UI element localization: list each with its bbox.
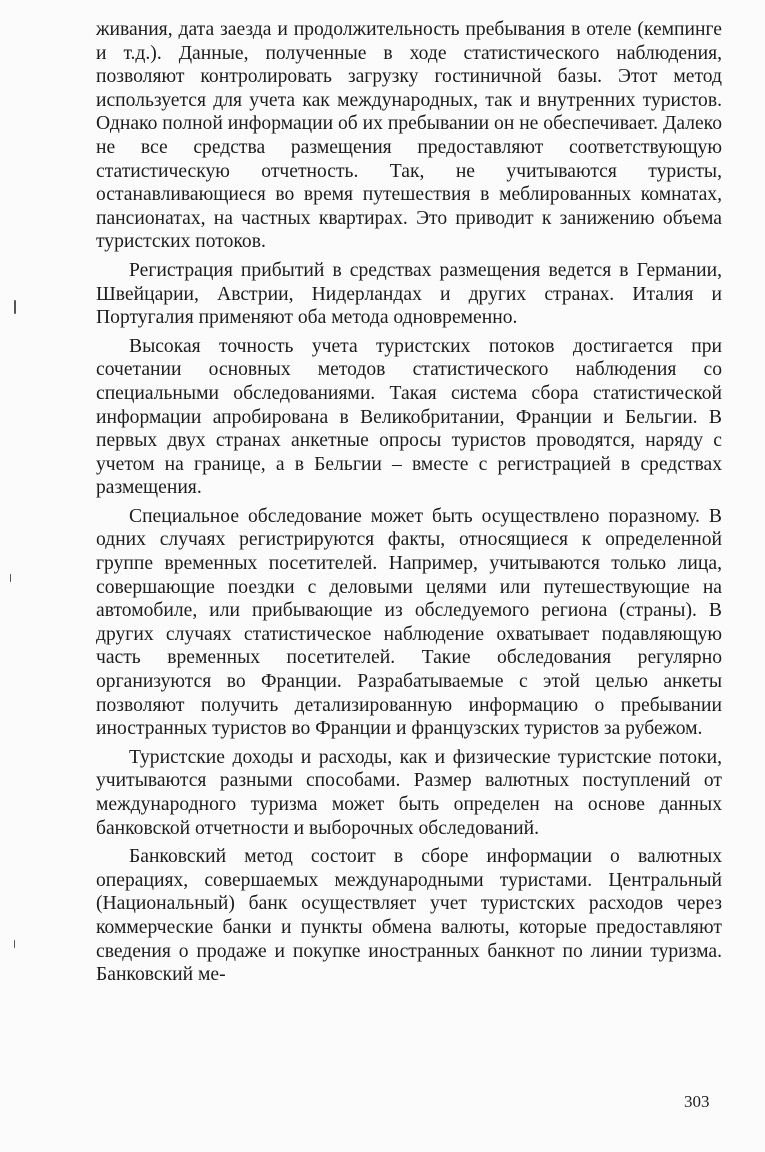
- paragraph-accuracy: Высокая точность учета туристских потоков достигается при сочетании основных методов статистического наблюдения со специальными обследованиями. Такая система сбора статистической информации апробирована в Великобритании, Франции и Бельгии. В первых двух странах анкетные опросы туристов проводятся, наряду с учетом на границе, а в Бельгии – вместе с регистрацией в средствах размещения.: [96, 335, 722, 499]
- paragraph-banking-method: Банковский метод состоит в сборе информации о валютных операциях, совершаемых международными туристами. Центральный (Национальный) банк осуществляет учет туристских расходов через коммерческие банки и пункты обмена валюты, которые предоставляют сведения о продаже и покупке иностранных банкнот по линии туризма. Банковский ме-: [96, 846, 722, 986]
- paragraph-continued: живания, дата заезда и продолжительность пребывания в отеле (кемпинге и т.д.). Данные, полученные в ходе статистического наблюдения, позволяют контролировать загрузку гостиничной базы. Этот метод используется для учета как международных, так и внутренних туристов. Однако полной информации об их пребывании он не обеспечивает. Далеко не все средства размещения предоставляют соответствующую статистическую отчетность. Так, не учитываются туристы, останавливающиеся во время путешествия в меблированных комнатах, пансионатах, на частных квартирах. Это приводит к занижению объема туристских потоков.: [96, 19, 723, 253]
- paragraph-income-expenses: Туристские доходы и расходы, как и физические туристские потоки, учитываются разными способами. Размер валютных поступлений от международного туризма может быть определен на основе данных банковской отчетности и выборочных обследований.: [96, 746, 722, 839]
- paragraph-registration: Регистрация прибытий в средствах размещения ведется в Германии, Швейцарии, Австрии, Нидерландах и других странах. Италия и Португалия применяют оба метода одновременно.: [96, 259, 722, 329]
- page-number: 303: [684, 1092, 710, 1111]
- margin-pencil-mark: [14, 940, 15, 948]
- body-text: [96, 18, 722, 987]
- margin-pencil-mark: [14, 300, 16, 314]
- margin-pencil-mark: [10, 574, 11, 582]
- paragraph-special-survey: Специальное обследование может быть осуществлено поразному. В одних случаях регистрируются факты, относящиеся к определенной группе временных посетителей. Например, учитываются только лица, совершающие поездки с деловыми целями или путешествующие на автомобиле, или прибывающие из обследуемого региона (страны). В других случаях статистическое наблюдение охватывает подавляющую часть временных посетителей. Такие обследования регулярно организуются во Франции. Разрабатываемые с этой целью анкеты позволяют получить детализированную информацию о пребывании иностранных туристов во Франции и французских туристов за рубежом.: [96, 505, 722, 740]
